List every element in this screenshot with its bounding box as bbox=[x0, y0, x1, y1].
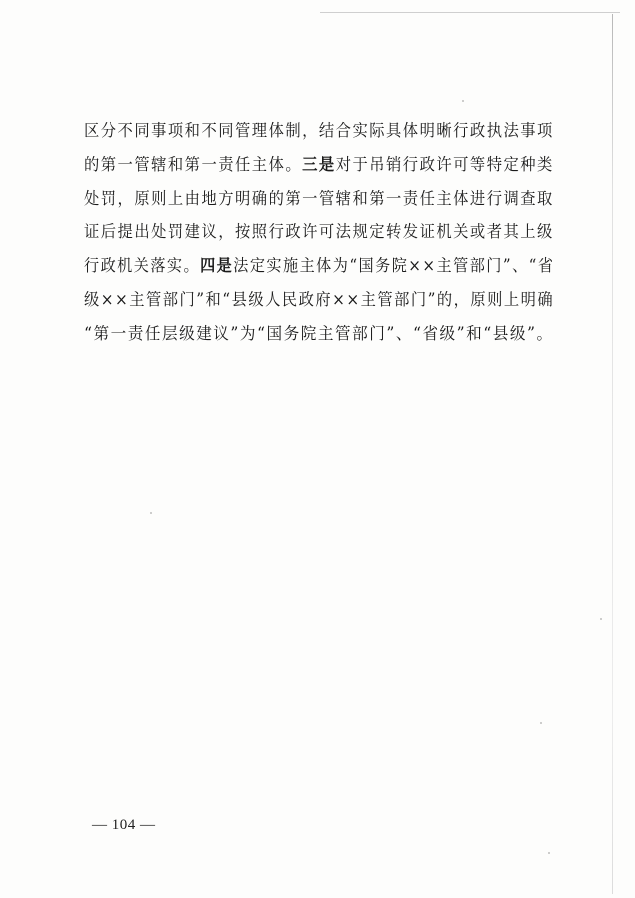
line-text: 行政机关落实。 bbox=[84, 256, 201, 276]
line-text: 区分不同事项和不同管理体制，结合实际具体明晰行政执法事项 bbox=[84, 121, 554, 140]
line-text: 的第一管辖和第一责任主体。 bbox=[84, 154, 303, 174]
paragraph-line bbox=[84, 283, 555, 317]
scan-speck bbox=[462, 100, 464, 102]
emphasis-text: 三是 bbox=[302, 154, 336, 174]
line-text: 对于吊销行政许可等特定种类 bbox=[335, 154, 554, 174]
line-text: 证后提出处罚建议，按照行政许可法规定转发证机关或者其上级 bbox=[84, 222, 554, 242]
page-number: — 104 — bbox=[92, 817, 156, 833]
line-text: 处罚，原则上由地方明确的第一管辖和第一责任主体进行调查取 bbox=[84, 188, 554, 208]
line-text: 级××主管部门”和“县级人民政府××主管部门”的，原则上明确 bbox=[84, 289, 555, 309]
line-text: 法定实施主体为“国务院××主管部门”、“省 bbox=[233, 256, 555, 276]
scan-speck bbox=[150, 512, 152, 514]
body-paragraph bbox=[84, 114, 554, 351]
scan-edge-right bbox=[612, 14, 613, 894]
paragraph-line bbox=[84, 249, 555, 283]
paragraph-line bbox=[84, 215, 554, 249]
paragraph-line bbox=[84, 114, 554, 148]
scan-edge-top bbox=[320, 12, 620, 13]
scan-speck bbox=[548, 852, 550, 854]
line-text: “第一责任层级建议”为“国务院主管部门”、“省级”和“县级”。 bbox=[84, 323, 554, 343]
paragraph-line bbox=[84, 317, 554, 351]
paragraph-line bbox=[84, 182, 554, 216]
emphasis-text: 四是 bbox=[200, 256, 234, 276]
scan-speck bbox=[540, 722, 542, 724]
paragraph-line bbox=[84, 148, 554, 182]
scan-speck bbox=[600, 618, 602, 620]
